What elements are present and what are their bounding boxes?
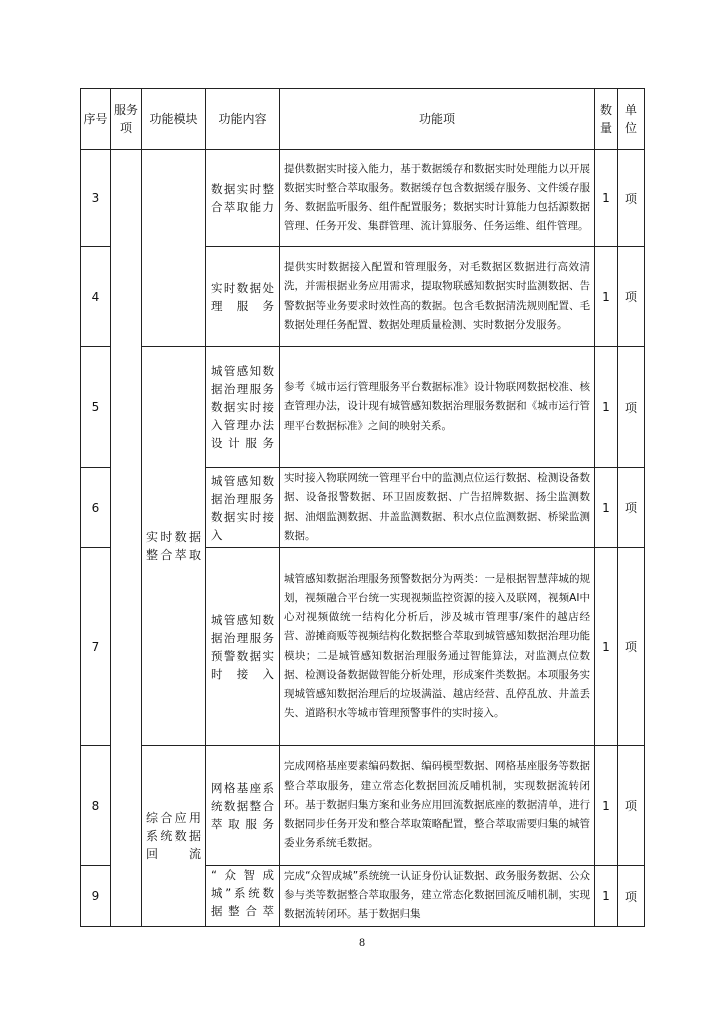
header-seq: 序号 <box>81 89 111 150</box>
row-items: 城管感知数据治理服务预警数据分为两类：一是根据智慧萍城的规划，视频融合平台统一实现视频监控资源的接入及联网，视频AI中心对视频做统一结构化分析后，涉及城市管理事/案件的越店经营、游摊商贩等视频结构化数据整合萃取到城管感知数据治理功能模块；二是城管感知数据治理服务通过智能算法，对监测点位数据、检测设备数据做智能分析处理，形成案件类数据。本项服务实现城管感知数据治理后的垃圾满溢、越店经营、乱停乱放、井盖丢失、道路积水等城市管理预警事件的实时接入。 <box>280 548 595 746</box>
row-content: “众智成城”系统数据整合萃 <box>206 866 280 927</box>
service-item-cell <box>111 150 142 927</box>
row-items: 实时接入物联网统一管理平台中的监测点位运行数据、检测设备数据、设备报警数据、环卫固废数据、广告招牌数据、扬尘监测数据、油烟监测数据、井盖监测数据、积水点位监测数据、桥梁监测数据。 <box>280 468 595 548</box>
table-row <box>81 347 645 468</box>
row-seq: 8 <box>81 746 111 866</box>
module-realtime: 实时数据整合萃取 <box>142 347 206 746</box>
row-seq: 6 <box>81 468 111 548</box>
header-service-item: 服务项 <box>111 89 142 150</box>
row-content: 城管感知数据治理服务预警数据实时接入 <box>206 548 280 746</box>
row-items: 提供实时数据接入配置和管理服务，对毛数据区数据进行高效清洗，并需根据业务应用需求，提取物联感知数据实时监测数据、告警数据等业务要求时效性高的数据。包含毛数据清洗规则配置、毛数据处理任务配置、数据处理质量检测、实时数据分发服务。 <box>280 247 595 347</box>
header-unit: 单位 <box>618 89 645 150</box>
table-header-row <box>81 89 645 150</box>
header-function-module: 功能模块 <box>142 89 206 150</box>
row-items: 参考《城市运行管理服务平台数据标准》设计物联网数据校准、核查管理办法，设计现有城管感知数据治理服务数据和《城市运行管理平台数据标准》之间的映射关系。 <box>280 347 595 468</box>
row-qty: 1 <box>595 866 618 927</box>
row-items: 完成网格基座要素编码数据、编码模型数据、网格基座服务等数据整合萃取服务，建立常态化数据回流反哺机制，实现数据流转闭环。基于数据归集方案和业务应用回流数据底座的数据清单，进行数据同步任务开发和整合萃取策略配置，整合萃取需要归集的城管委业务系统毛数据。 <box>280 746 595 866</box>
row-items: 完成“众智成城”系统统一认证身份认证数据、政务服务数据、公众参与类等数据整合萃取服务，建立常态化数据回流反哺机制，实现数据流转闭环。基于数据归集 <box>280 866 595 927</box>
row-seq: 3 <box>81 150 111 247</box>
module-reflow: 综合应用系统数据回流 <box>142 746 206 927</box>
row-unit: 项 <box>618 548 645 746</box>
row-qty: 1 <box>595 746 618 866</box>
table-row <box>81 150 645 247</box>
row-qty: 1 <box>595 150 618 247</box>
row-qty: 1 <box>595 468 618 548</box>
header-function-items: 功能项 <box>280 89 595 150</box>
row-content: 城管感知数据治理服务数据实时接入管理办法设计服务 <box>206 347 280 468</box>
row-unit: 项 <box>618 247 645 347</box>
module-cell-empty <box>142 150 206 347</box>
row-seq: 7 <box>81 548 111 746</box>
row-unit: 项 <box>618 347 645 468</box>
header-quantity: 数量 <box>595 89 618 150</box>
row-seq: 4 <box>81 247 111 347</box>
row-unit: 项 <box>618 468 645 548</box>
row-content: 网格基座系统数据整合萃取服务 <box>206 746 280 866</box>
row-unit: 项 <box>618 150 645 247</box>
row-items: 提供数据实时接入能力，基于数据缓存和数据实时处理能力以开展数据实时整合萃取服务。数据缓存包含数据缓存服务、文件缓存服务、数据监听服务、组件配置服务；数据实时计算能力包括源数据管理、任务开发、集群管理、流计算服务、任务运维、组件管理。 <box>280 150 595 247</box>
row-unit: 项 <box>618 866 645 927</box>
row-content: 实时数据处理服务 <box>206 247 280 347</box>
table-row <box>81 746 645 866</box>
row-seq: 5 <box>81 347 111 468</box>
row-unit: 项 <box>618 746 645 866</box>
row-qty: 1 <box>595 247 618 347</box>
row-qty: 1 <box>595 347 618 468</box>
row-seq: 9 <box>81 866 111 927</box>
function-table <box>80 88 645 927</box>
header-function-content: 功能内容 <box>206 89 280 150</box>
page-number: 8 <box>358 938 366 949</box>
row-content: 数据实时整合萃取能力 <box>206 150 280 247</box>
row-content: 城管感知数据治理服务数据实时接入 <box>206 468 280 548</box>
row-qty: 1 <box>595 548 618 746</box>
